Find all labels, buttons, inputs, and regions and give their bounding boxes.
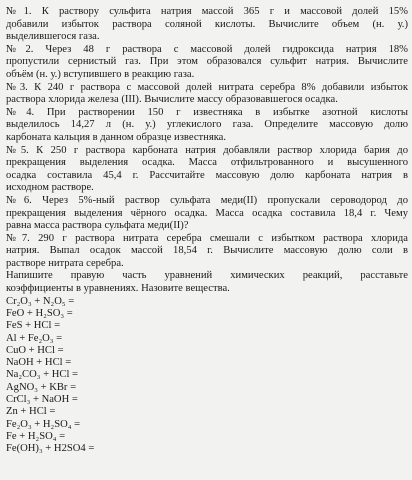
text-line: №7. 290 г раствора нитрата серебра смешали с избытком раствора хлорида	[6, 232, 408, 244]
text-line: осадка составила 45,4 г. Рассчитайте массовую долю карбоната натрия в	[6, 169, 408, 181]
text-line: пропустили сернистый газ. При этом образовался сульфит натрия. Вычислите	[6, 56, 408, 68]
text-line: №5. К 250 г раствора карбоната натрия добавляли раствор хлорида бария до	[6, 144, 408, 156]
equation-line: CrCl₃ + NaOH =	[6, 394, 78, 406]
text-line: объём (н. у.) вступившего в реакцию газа.	[6, 68, 195, 80]
problem-7	[6, 233, 408, 271]
equation-line: Fe(OH)₃ + H2SO4 =	[6, 443, 95, 455]
text-line: №1. К раствору сульфита натрия массой 365 г и массовой долей 15%	[6, 6, 408, 17]
problems-list	[6, 6, 408, 296]
problem-6	[6, 195, 408, 233]
text-line: карбоната кальция в данном образце известняка.	[6, 131, 227, 143]
equation-line: FeS + HCl =	[6, 320, 61, 332]
text-line: растворе нитрата серебра.	[6, 257, 124, 269]
text-line: добавили избыток раствора соляной кислоты. Вычислите объем (н. у.)	[6, 18, 408, 30]
text-line: №3. К 240 г раствора с массовой долей нитрата серебра 8% добавили избыток	[6, 81, 408, 93]
equation-line: AgNO₃ + KBr =	[6, 381, 77, 393]
text-line: коэффициенты в уравнениях. Назовите вещества.	[6, 283, 230, 295]
equation-line: Cr₂O₃ + N₂O₅ =	[6, 295, 75, 307]
text-line: исходном растворе.	[6, 182, 94, 194]
equation-line: Fe + H₂SO₄ =	[6, 430, 66, 442]
problem-4	[6, 107, 408, 145]
equations-list	[6, 296, 408, 456]
text-line: №6. Через 5%-ный раствор сульфата меди(II) пропускали сероводород до	[6, 194, 408, 206]
equation-line: NaOH + HCl =	[6, 357, 72, 369]
text-line: №2. Через 48 г раствора с массовой долей гидроксида натрия 18%	[6, 43, 408, 55]
problem-1	[6, 6, 408, 44]
equation-line: Zn + HCl =	[6, 406, 56, 418]
text-line: №4. При растворении 150 г известняка в избытке азотной кислоты	[6, 106, 408, 118]
instruction-paragraph	[6, 270, 408, 295]
problem-2	[6, 44, 408, 82]
equation-line: CuO + HCl =	[6, 344, 64, 356]
problem-5	[6, 145, 408, 195]
text-line: прекращения выделения чёрного осадка. Масса осадка составила 18,4 г. Чему	[6, 207, 408, 219]
equation-line: Al + Fe₂O₃ =	[6, 332, 63, 344]
equation-line: FeO + H₂SO₃ =	[6, 307, 73, 319]
text-line: равна масса раствора сульфата меди(II)?	[6, 220, 189, 232]
problem-3	[6, 82, 408, 107]
text-line: раствора хлорида железа (III). Вычислите массу образовавшегося осадка.	[6, 94, 338, 106]
text-line: выделившегося газа.	[6, 31, 100, 43]
equation-line: Fe₂O₃ + H₂SO₄ =	[6, 418, 81, 430]
text-line: Напишите правую часть уравнений химических реакций, расставьте	[6, 270, 408, 282]
text-line: натрия. Выпал осадок массой 18,54 г. Вычислите массовую долю соли в	[6, 245, 408, 257]
text-line: прекращения выделения осадка. Масса отфильтрованного и высушенного	[6, 157, 408, 169]
equation-line: Na₂CO₃ + HCl =	[6, 369, 79, 381]
text-line: выделилось 14,27 л (н. у.) углекислого газа. Определите массовую долю	[6, 119, 408, 131]
